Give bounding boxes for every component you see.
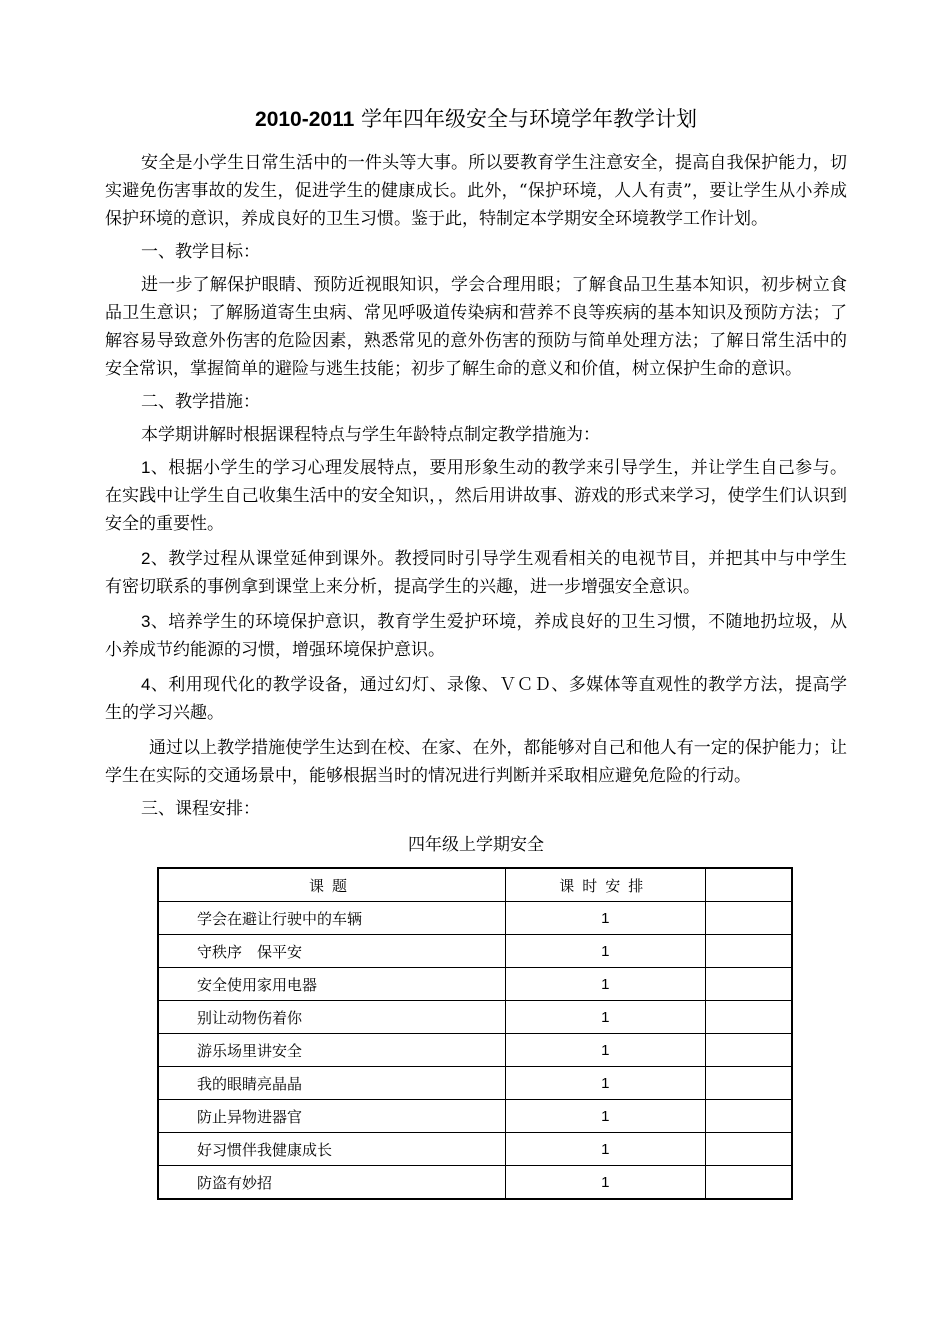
page-title [105, 104, 847, 135]
measure-number: 1 [141, 458, 151, 477]
row-blank [705, 1133, 792, 1166]
course-schedule-table [157, 867, 793, 1200]
title-year: 2010-2011 [255, 108, 355, 131]
measure-text: 、利用现代化的教学设备，通过幻灯、录像、ＶＣＤ、多媒体等直观性的教学方法，提高学生的学习兴趣。 [105, 675, 847, 723]
conclusion-paragraph: 通过以上教学措施使学生达到在校、在家、在外，都能够对自己和他人有一定的保护能力；让学生在实际的交通场景中，能够根据当时的情况进行判断并采取相应避免危险的行动。 [105, 738, 847, 786]
measure-number: 4 [141, 675, 151, 694]
header-blank [705, 868, 792, 902]
row-hours: 1 [505, 1100, 705, 1133]
measure-number: 3 [141, 612, 151, 631]
row-hours: 1 [505, 1034, 705, 1067]
row-topic: 防止异物进器官 [158, 1100, 505, 1133]
goals-paragraph: 进一步了解保护眼睛、预防近视眼知识，学会合理用眼；了解食品卫生基本知识，初步树立食品卫生意识；了解肠道寄生虫病、常见呼吸道传染病和营养不良等疾病的基本知识及预防方法；了解容易导致意外伤害的危险因素，熟悉常见的意外伤害的预防与简单处理方法；了解日常生活中的安全常识，掌握简单的避险与逃生技能；初步了解生命的意义和价值，树立保护生命的意识。 [105, 275, 847, 379]
measure-text: 、教学过程从课堂延伸到课外。教授同时引导学生观看相关的电视节目，并把其中与中学生有密切联系的事例拿到课堂上来分析，提高学生的兴趣，进一步增强安全意识。 [105, 549, 847, 597]
row-blank [705, 1001, 792, 1034]
measures-intro: 本学期讲解时根据课程特点与学生年龄特点制定教学措施为： [141, 425, 600, 445]
table-row [158, 1133, 792, 1166]
table-row [158, 902, 792, 935]
header-hours: 课时安排 [505, 868, 705, 902]
title-text: 学年四年级安全与环境学年教学计划 [360, 107, 697, 131]
row-topic: 防盗有妙招 [158, 1166, 505, 1200]
row-hours: 1 [505, 1001, 705, 1034]
table-row [158, 1001, 792, 1034]
row-blank [705, 1067, 792, 1100]
row-blank [705, 968, 792, 1001]
table-row [158, 935, 792, 968]
table-row [158, 1067, 792, 1100]
row-topic: 我的眼睛亮晶晶 [158, 1067, 505, 1100]
measure-number: 2 [141, 549, 151, 568]
row-topic: 游乐场里讲安全 [158, 1034, 505, 1067]
table-row [158, 1166, 792, 1200]
row-topic: 守秩序 保平安 [158, 935, 505, 968]
row-hours: 1 [505, 1166, 705, 1200]
row-blank [705, 902, 792, 935]
row-blank [705, 935, 792, 968]
section-heading-measures: 二、教学措施： [141, 392, 260, 412]
row-hours: 1 [505, 968, 705, 1001]
table-header-row [158, 868, 792, 902]
row-blank [705, 1034, 792, 1067]
row-topic: 别让动物伤着你 [158, 1001, 505, 1034]
measure-item [105, 545, 847, 601]
row-blank [705, 1100, 792, 1133]
intro-paragraph: 安全是小学生日常生活中的一件头等大事。所以要教育学生注意安全，提高自我保护能力，切实避免伤害事故的发生，促进学生的健康成长。此外，“保护环境，人人有责”，要让学生从小养成保护环境的意识，养成良好的卫生习惯。鉴于此，特制定本学期安全环境教学工作计划。 [105, 153, 847, 229]
measure-text: 、培养学生的环境保护意识，教育学生爱护环境，养成良好的卫生习惯，不随地扔垃圾，从小养成节约能源的习惯，增强环境保护意识。 [105, 612, 847, 660]
row-topic: 安全使用家用电器 [158, 968, 505, 1001]
row-hours: 1 [505, 1067, 705, 1100]
table-row [158, 1100, 792, 1133]
table-row [158, 968, 792, 1001]
row-topic: 好习惯伴我健康成长 [158, 1133, 505, 1166]
header-topic: 课题 [158, 868, 505, 902]
measure-item [105, 454, 847, 538]
section-heading-schedule: 三、课程安排： [141, 799, 260, 819]
table-row [158, 1034, 792, 1067]
section-heading-goals: 一、教学目标： [141, 242, 260, 262]
measure-item [105, 671, 847, 727]
row-hours: 1 [505, 1133, 705, 1166]
row-hours: 1 [505, 935, 705, 968]
measure-text: 、根据小学生的学习心理发展特点，要用形象生动的教学来引导学生，并让学生自己参与。在实践中让学生自己收集生活中的安全知识，，然后用讲故事、游戏的形式来学习，使学生们认识到安全的重要性。 [105, 458, 847, 534]
row-topic: 学会在避让行驶中的车辆 [158, 902, 505, 935]
row-hours: 1 [505, 902, 705, 935]
table-caption: 四年级上学期安全 [408, 835, 544, 855]
document-page [105, 104, 847, 1200]
measure-item [105, 608, 847, 664]
row-blank [705, 1166, 792, 1200]
